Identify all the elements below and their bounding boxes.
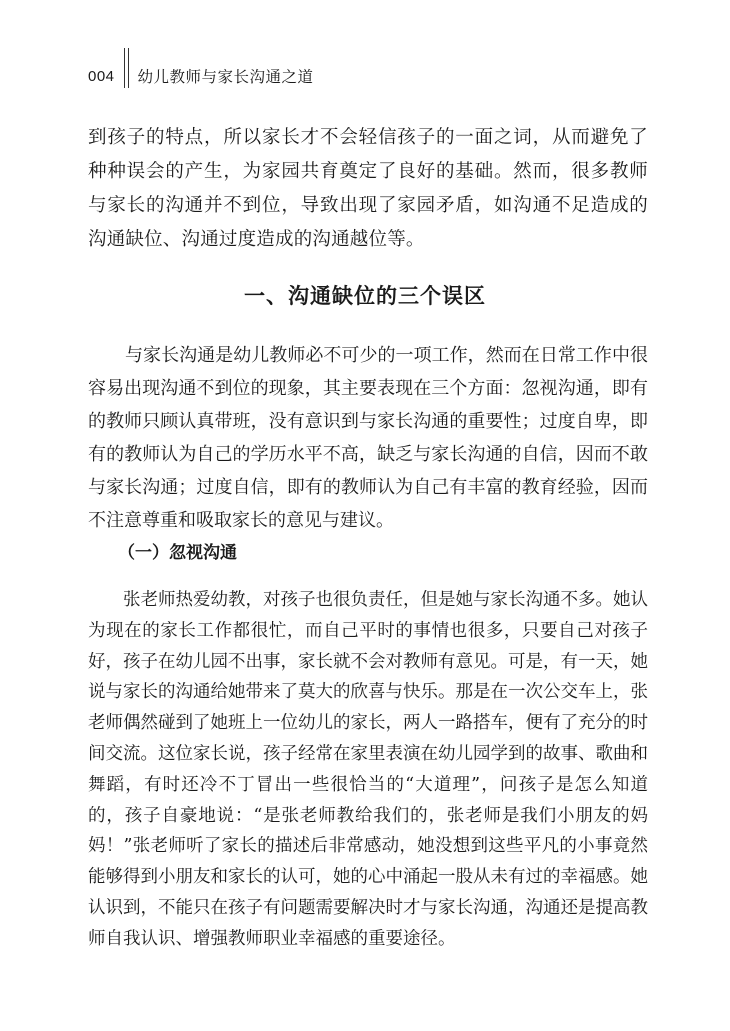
- header-divider: [124, 48, 129, 88]
- case-paragraph: 张老师热爱幼教，对孩子也很负责任，但是她与家长沟通不多。她认为现在的家长工作都很忙，而自己平时的事情也很多，只要自己对孩子好，孩子在幼儿园不出事，家长就不会对教师有意见。可是，有一天，她说与家长的沟通给她带来了莫大的欣喜与快乐。那是在一次公交车上，张老师偶然碰到了她班上一位幼儿的家长，两人一路搭车，便有了充分的时间交流。这位家长说，孩子经常在家里表演在幼儿园学到的故事、歌曲和舞蹈，有时还冷不丁冒出一些很恰当的“大道理”，问孩子是怎么知道的，孩子自豪地说：“是张老师教给我们的，张老师是我们小朋友的妈妈！”张老师听了家长的描述后非常感动，她没想到这些平凡的小事竟然能够得到小朋友和家长的认可，她的心中涌起一股从未有过的幸福感。她认识到，不能只在孩子有问题需要解决时才与家长沟通，沟通还是提高教师自我认识、增强教师职业幸福感的重要途径。: [88, 590, 648, 949]
- intro-paragraph: 到孩子的特点，所以家长才不会轻信孩子的一面之词，从而避免了种种误会的产生，为家园共育奠定了良好的基础。然而，很多教师与家长的沟通并不到位，导致出现了家园矛盾，如沟通不足造成的沟通缺位、沟通过度造成的沟通越位等。: [88, 127, 648, 250]
- running-title: 幼儿教师与家长沟通之道: [137, 68, 314, 86]
- page-header: [88, 48, 314, 88]
- section-title: 一、沟通缺位的三个误区: [244, 284, 486, 308]
- page-number: 004: [88, 68, 115, 85]
- subsection-title: （一）忽视沟通: [118, 543, 237, 563]
- overview-paragraph: 与家长沟通是幼儿教师必不可少的一项工作，然而在日常工作中很容易出现沟通不到位的现象，其主要表现在三个方面：忽视沟通，即有的教师只顾认真带班，没有意识到与家长沟通的重要性；过度自卑，即有的教师认为自己的学历水平不高，缺乏与家长沟通的自信，因而不敢与家长沟通；过度自信，即有的教师认为自己有丰富的教育经验，因而不注意尊重和吸取家长的意见与建议。: [88, 345, 648, 531]
